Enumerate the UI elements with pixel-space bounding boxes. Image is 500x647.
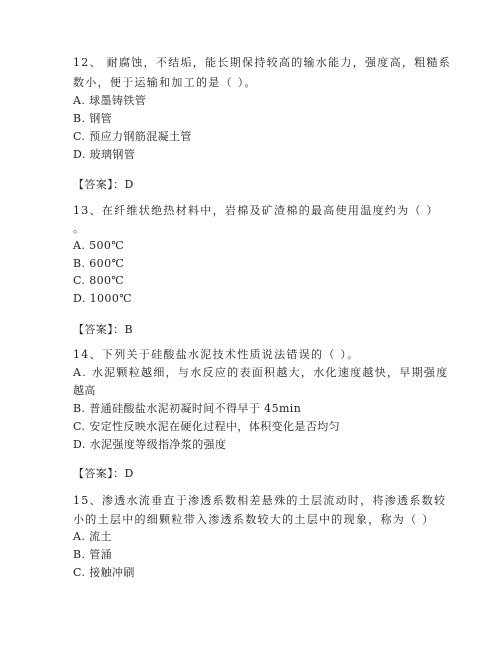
- question-15-stem-line-2: 小的土层中的细颗粒带入渗透系数较大的土层中的现象，称为（ ）: [73, 513, 435, 526]
- question-14-option-c: C. 安定性反映水泥在硬化过程中，体积变化是否均匀: [73, 420, 341, 433]
- question-15-option-b: B. 管涌: [73, 548, 113, 561]
- question-14-option-b: B. 普通硅酸盐水泥初凝时间不得早于 45min: [73, 402, 302, 415]
- question-13-stem-line-1: 13、在纤维状绝热材料中，岩棉及矿渣棉的最高使用温度约为（ ）: [73, 204, 439, 217]
- question-13-answer: 【答案】：B: [73, 323, 133, 336]
- question-15-option-a: A. 流土: [73, 530, 112, 543]
- question-12-option-d: D. 玻璃钢管: [73, 148, 136, 161]
- question-13-option-c: C. 800℃: [73, 274, 125, 287]
- question-15-stem-line-1: 15、渗透水流垂直于渗透系数相差悬殊的土层流动时，将渗透系数较: [73, 494, 447, 507]
- question-14-stem-line-1: 14、下列关于硅酸盐水泥技术性质说法错误的（ ）。: [73, 348, 360, 361]
- question-12-option-a: A. 球墨铸铁管: [73, 94, 147, 107]
- question-14-answer: 【答案】：D: [73, 467, 134, 480]
- question-15-option-c: C. 接触冲刷: [73, 566, 135, 579]
- question-13-option-d: D. 1000℃: [73, 292, 132, 305]
- question-12-stem-line-1: 12、 耐腐蚀，不结垢，能长期保持较高的输水能力，强度高，粗糙系: [73, 56, 452, 69]
- question-12-stem-line-2: 数小，便于运输和加工的是（ ）。: [73, 76, 257, 89]
- question-14-option-d: D. 水泥强度等级指净浆的强度: [73, 438, 227, 451]
- question-14-option-a-line-2: 越高: [73, 384, 96, 397]
- question-13-option-b: B. 600℃: [73, 257, 125, 270]
- question-14-option-a-line-1: A. 水泥颗粒越细，与水反应的表面积越大，水化速度越快，早期强度: [73, 366, 449, 379]
- question-13-option-a: A. 500℃: [73, 239, 125, 252]
- question-12-option-c: C. 预应力钢筋混凝土管: [73, 130, 192, 143]
- question-13-stem-line-2: 。: [73, 222, 86, 235]
- question-12-option-b: B. 钢管: [73, 112, 113, 125]
- question-12-answer: 【答案】：D: [73, 178, 134, 191]
